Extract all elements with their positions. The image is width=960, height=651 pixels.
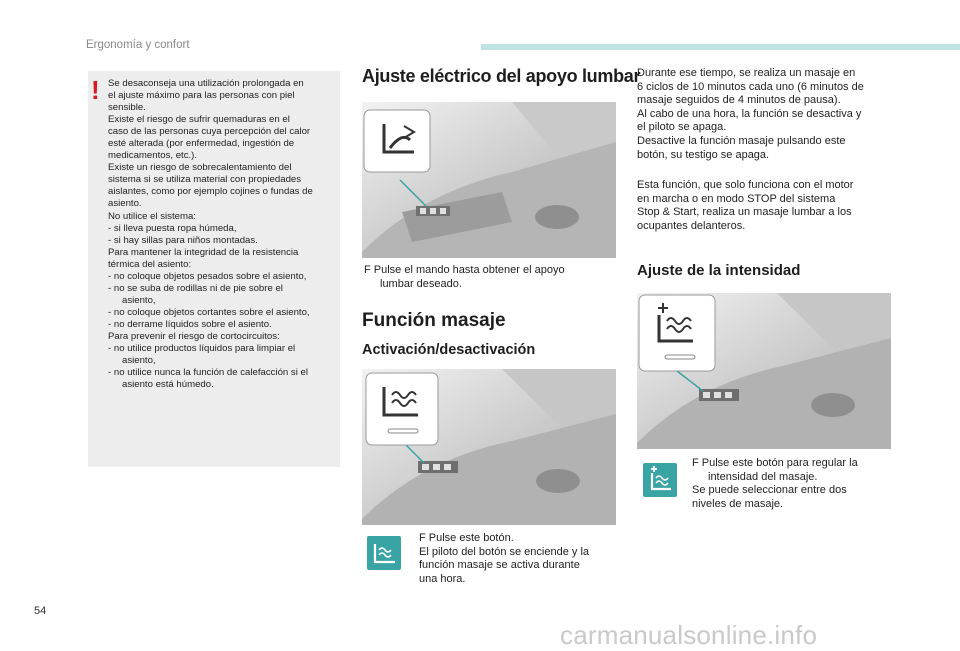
lumbar-instruction: [364, 264, 565, 291]
warning-line: medicamentos, etc.).: [108, 150, 198, 162]
activation-line: El piloto del botón se enciende y la: [419, 545, 590, 558]
warning-line: - si lleva puesta ropa húmeda,: [108, 222, 237, 234]
massage-condition: [637, 179, 853, 233]
section-title: Ergonomía y confort: [86, 39, 190, 51]
warning-line: asiento.: [108, 198, 142, 210]
warning-line: No utilice el sistema:: [108, 210, 196, 222]
header-bar: [481, 44, 960, 50]
activation-line: función masaje se activa durante: [419, 559, 580, 572]
intensity-line: intensidad del masaje.: [708, 470, 818, 483]
intensity-line: niveles de masaje.: [692, 497, 784, 510]
warning-line: térmica del asiento:: [108, 258, 192, 270]
condition-line: ocupantes delanteros.: [637, 219, 746, 232]
warning-line: Se desaconseja una utilización prolongada en: [108, 78, 304, 89]
activation-line: una hora.: [419, 572, 466, 585]
warning-line: esté alterada (por enfermedad, ingestión de: [108, 138, 295, 150]
warning-line: - no utilice productos líquidos para limpiar el: [108, 343, 296, 355]
description-line: el piloto se apaga.: [637, 121, 727, 134]
warning-line: asiento,: [122, 355, 156, 367]
description-line: Durante ese tiempo, se realiza un masaje en: [637, 67, 856, 79]
warning-line: asiento está húmedo.: [122, 379, 214, 391]
condition-line: Stop & Start, realiza un masaje lumbar a los: [637, 206, 852, 219]
warning-line: sistema si se utiliza material con propiedades: [108, 174, 302, 186]
warning-line: - no coloque objetos cortantes sobre el asiento,: [108, 306, 310, 318]
lumbar-instruction-line: F Pulse el mando hasta obtener el apoyo: [364, 264, 565, 276]
warning-line: caso de las personas cuya percepción del calor: [108, 126, 311, 138]
activation-title: Activación/desactivación: [362, 342, 536, 358]
condition-line: en marcha o en modo STOP del sistema: [637, 192, 836, 205]
warning-line: Para prevenir el riesgo de cortocircuitos:: [108, 330, 280, 342]
intensity-text: [692, 457, 858, 511]
intensity-line: F Pulse este botón para regular la: [692, 457, 858, 469]
page-number: 54: [34, 605, 47, 617]
warning-line: - si hay sillas para niños montadas.: [108, 234, 258, 246]
description-line: 6 ciclos de 10 minutos cada uno (6 minutos de: [637, 80, 864, 93]
warning-line: - no coloque objetos pesados sobre el asiento,: [108, 270, 307, 282]
watermark: carmanualsonline.info: [560, 620, 818, 650]
warning-line: Existe el riesgo de sufrir quemaduras en el: [108, 114, 290, 126]
description-line: botón, su testigo se apaga.: [637, 148, 770, 161]
exclamation-icon: !: [91, 75, 100, 105]
massage-description: [637, 67, 864, 162]
seat-photo-intensity: [637, 293, 891, 449]
description-line: Desactive la función masaje pulsando este: [637, 134, 846, 147]
massage-button-icon: [367, 536, 401, 570]
intensity-title: Ajuste de la intensidad: [637, 262, 801, 279]
warning-line: sensible.: [108, 102, 146, 114]
condition-line: Esta función, que solo funciona con el motor: [637, 179, 854, 191]
seat-photo-lumbar: [362, 102, 616, 258]
massage-title: Función masaje: [362, 310, 506, 331]
warning-line: - no derrame líquidos sobre el asiento.: [108, 318, 272, 330]
lumbar-title: Ajuste eléctrico del apoyo lumbar: [362, 66, 641, 86]
description-line: Al cabo de una hora, la función se desactiva y: [637, 107, 862, 120]
intensity-line: Se puede seleccionar entre dos: [692, 484, 847, 497]
activation-text: [419, 532, 589, 586]
seat-photo-massage: [362, 369, 616, 525]
warning-line: asiento,: [122, 294, 156, 306]
warning-line: aislantes, como por ejemplo cojines o fundas de: [108, 186, 313, 198]
lumbar-instruction-line: lumbar deseado.: [380, 277, 462, 290]
intensity-button-icon: [643, 463, 677, 497]
warning-text: [108, 78, 336, 391]
description-line: masaje seguidos de 4 minutos de pausa).: [637, 94, 841, 107]
warning-line: - no se suba de rodillas ni de pie sobre el: [108, 282, 283, 294]
activation-line: F Pulse este botón.: [419, 532, 514, 544]
warning-line: el ajuste máximo para las personas con piel: [108, 90, 295, 102]
warning-line: Existe un riesgo de sobrecalentamiento del: [108, 162, 292, 174]
warning-line: - no utilice nunca la función de calefacción si el: [108, 367, 308, 379]
warning-line: Para mantener la integridad de la resistencia: [108, 246, 299, 258]
